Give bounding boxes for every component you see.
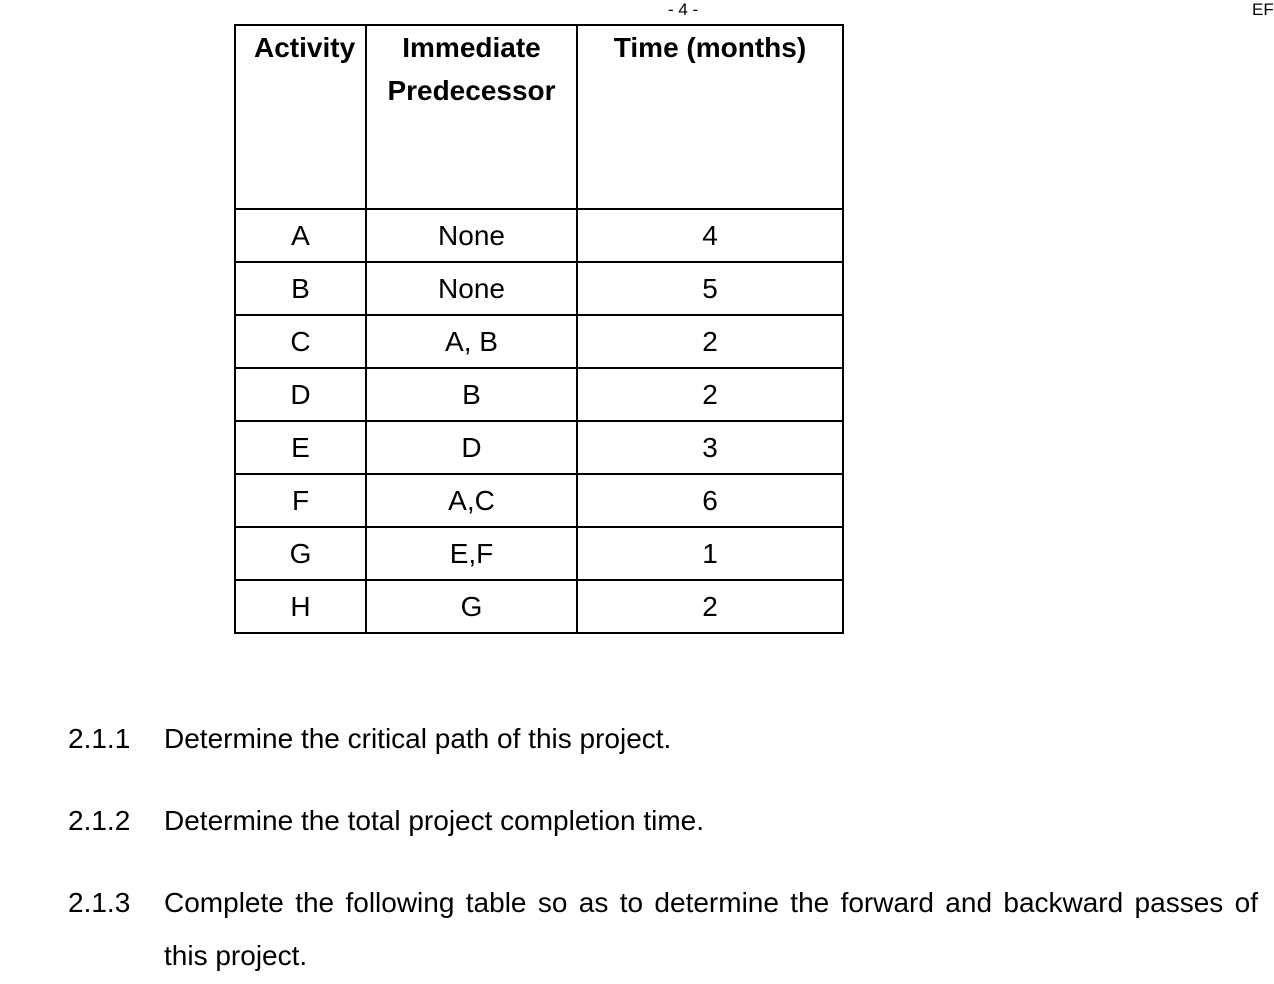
header-time: Time (months)	[577, 25, 843, 209]
cell-time: 6	[577, 474, 843, 527]
page-code: EF	[1252, 0, 1274, 19]
cell-time: 2	[577, 315, 843, 368]
cell-predecessor: None	[366, 209, 577, 262]
page-number: - 4 -	[668, 0, 699, 19]
table-row	[235, 527, 843, 580]
cell-time: 3	[577, 421, 843, 474]
cell-activity: G	[235, 527, 366, 580]
question-number: 2.1.1	[68, 723, 131, 754]
cell-predecessor: None	[366, 262, 577, 315]
question-text: Determine the critical path of this project.	[164, 723, 672, 754]
cell-time: 5	[577, 262, 843, 315]
cell-activity: E	[235, 421, 366, 474]
table-header-row	[235, 25, 843, 209]
cell-predecessor: G	[366, 580, 577, 633]
table-row	[235, 421, 843, 474]
cell-activity: H	[235, 580, 366, 633]
cell-time: 2	[577, 368, 843, 421]
question-item	[68, 712, 1258, 765]
header-predecessor	[366, 25, 577, 209]
question-number: 2.1.3	[68, 887, 131, 918]
cell-activity: B	[235, 262, 366, 315]
cell-predecessor: D	[366, 421, 577, 474]
table-row	[235, 262, 843, 315]
table-row	[235, 315, 843, 368]
cell-time: 1	[577, 527, 843, 580]
header-predecessor-line2: Predecessor	[387, 75, 556, 106]
cell-time: 2	[577, 580, 843, 633]
table-row	[235, 580, 843, 633]
cell-time: 4	[577, 209, 843, 262]
question-text: Complete the following table so as to determine the forward and backward passes of this project.	[164, 887, 1258, 971]
question-text: Determine the total project completion time.	[164, 805, 705, 836]
cell-predecessor: B	[366, 368, 577, 421]
table-row	[235, 368, 843, 421]
question-number: 2.1.2	[68, 805, 131, 836]
question-item	[68, 876, 1258, 982]
cell-predecessor: A, B	[366, 315, 577, 368]
cell-activity: C	[235, 315, 366, 368]
activity-table	[234, 24, 844, 634]
cell-activity: F	[235, 474, 366, 527]
cell-predecessor: A,C	[366, 474, 577, 527]
header-predecessor-line1: Immediate	[402, 32, 541, 63]
header-activity: Activity	[235, 25, 366, 209]
cell-predecessor: E,F	[366, 527, 577, 580]
cell-activity: A	[235, 209, 366, 262]
table-row	[235, 209, 843, 262]
cell-activity: D	[235, 368, 366, 421]
question-item	[68, 794, 1258, 847]
table-row	[235, 474, 843, 527]
